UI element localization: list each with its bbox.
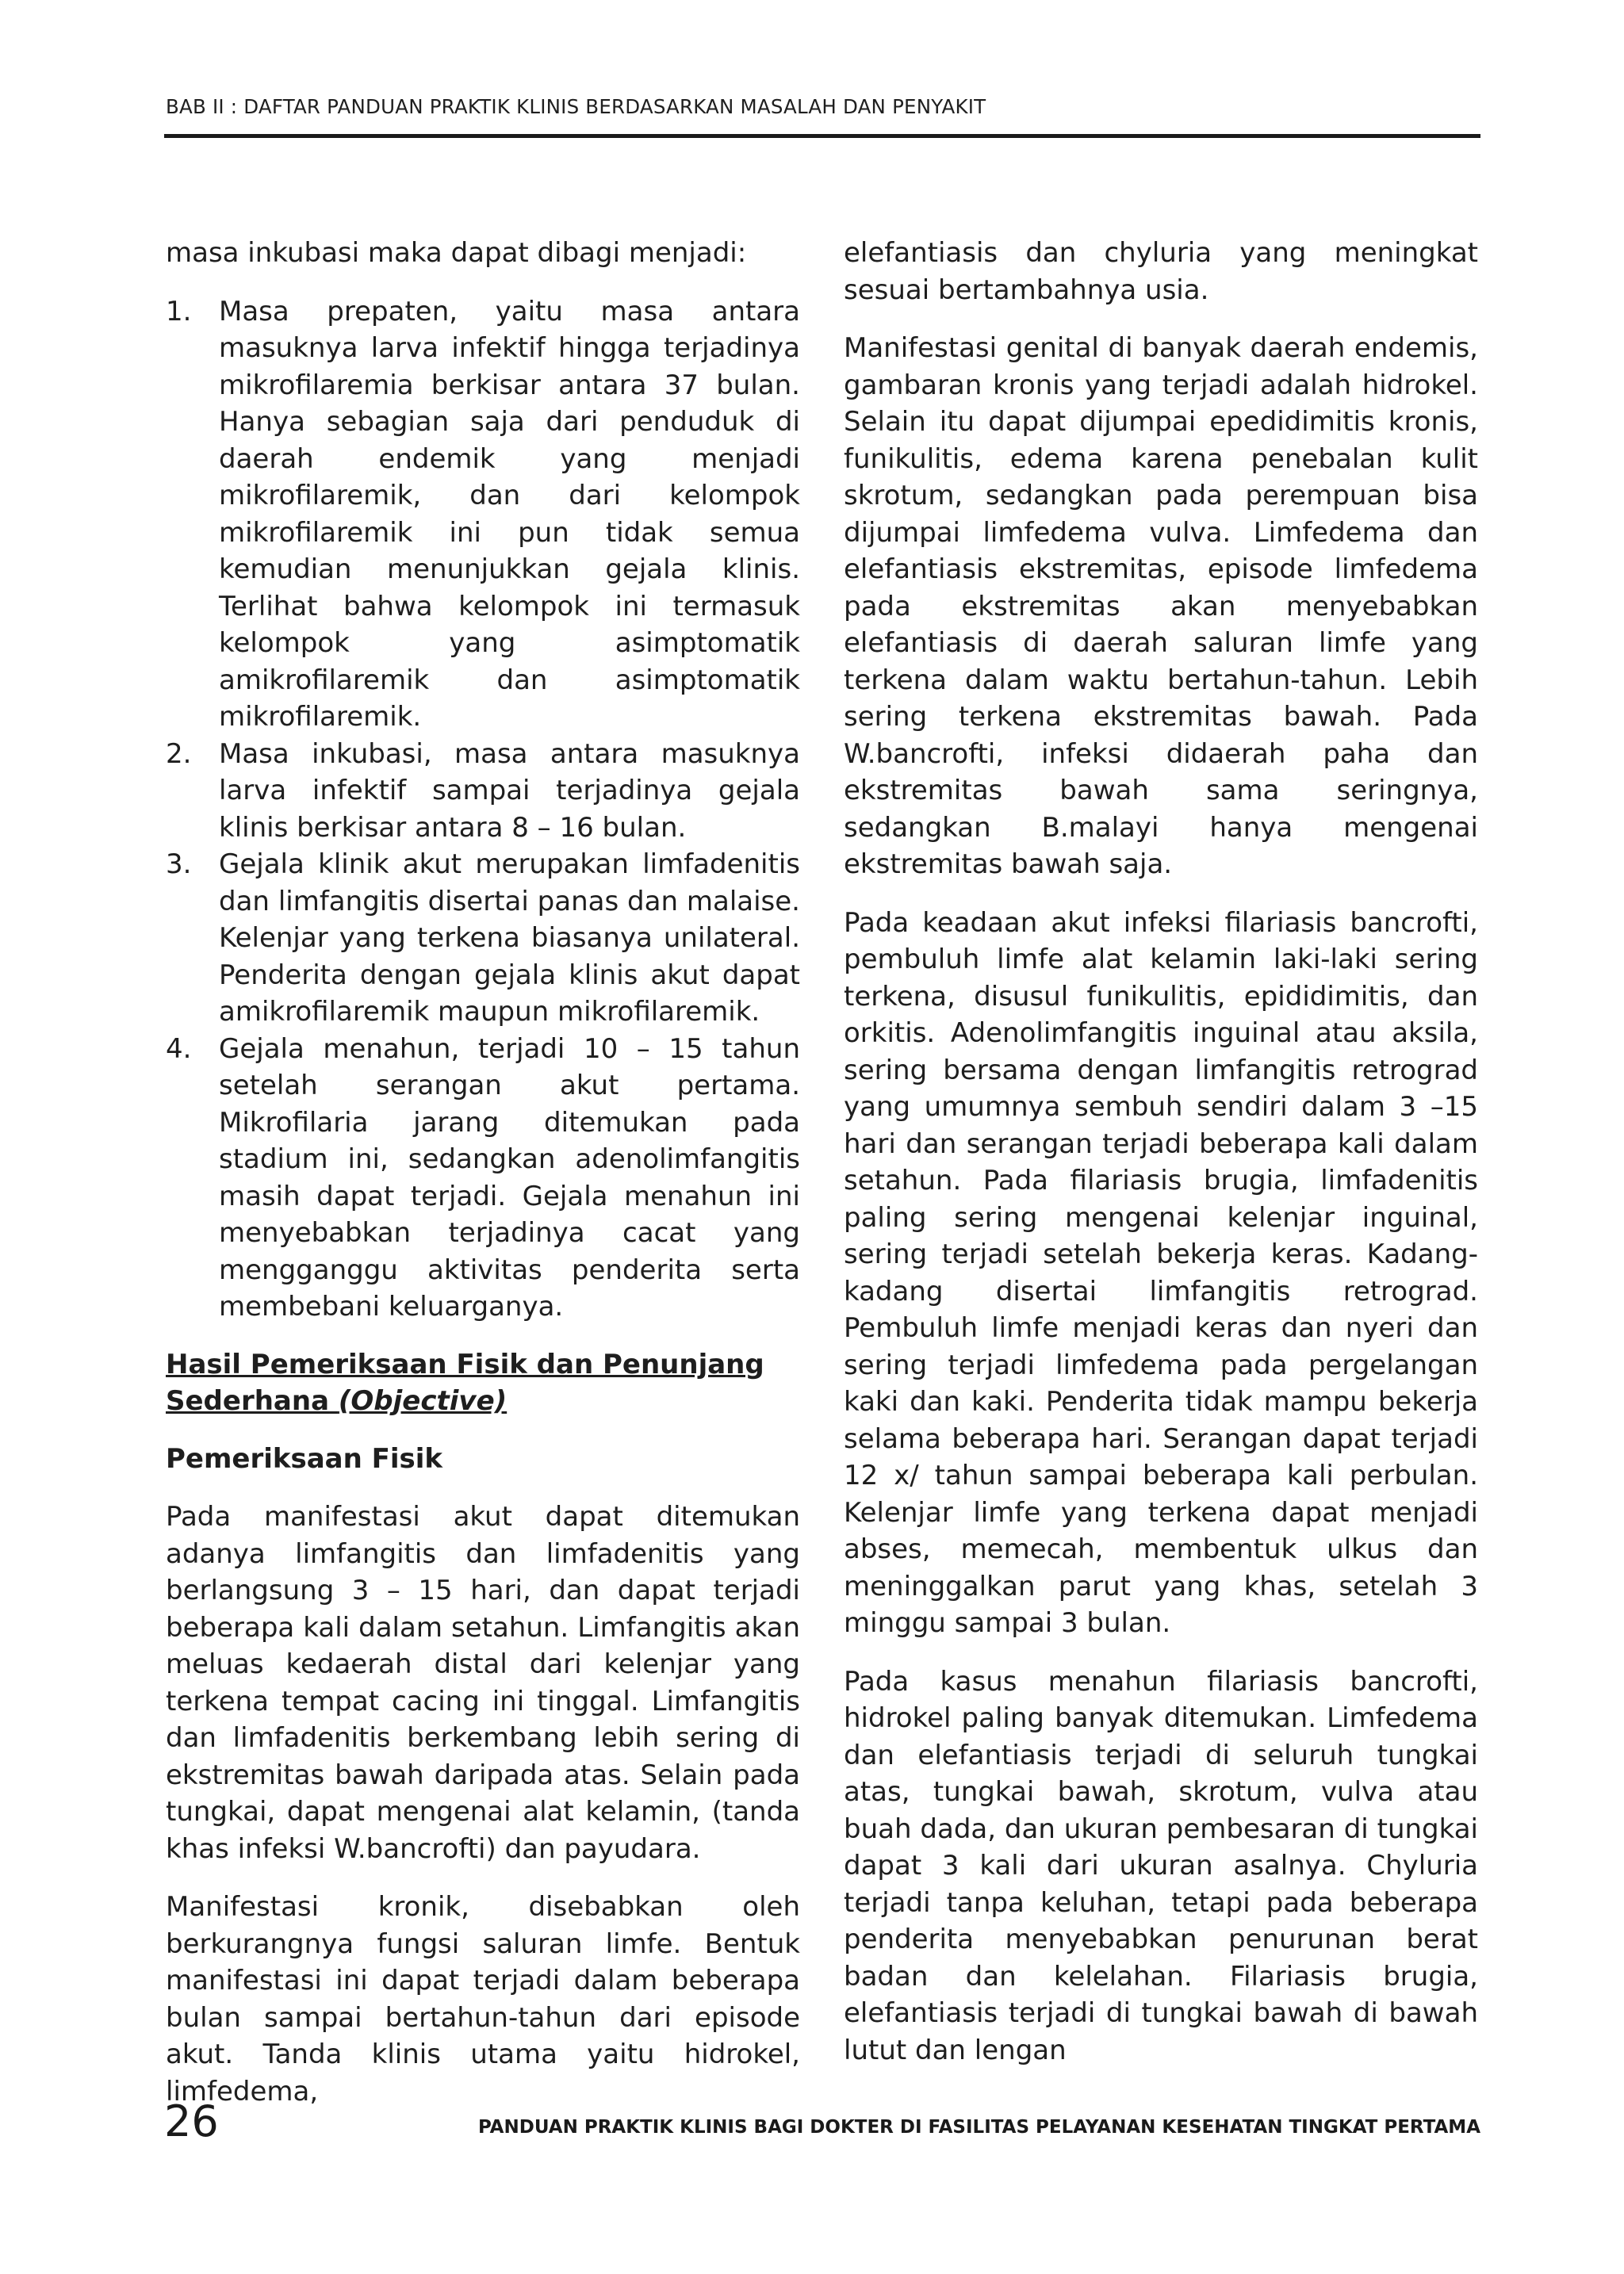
- section-heading: [166, 1346, 800, 1420]
- list-number: 1.: [166, 295, 192, 327]
- list-number: 3.: [166, 848, 192, 880]
- intro-text: masa inkubasi maka dapat dibagi menjadi:: [166, 237, 747, 269]
- list-number: 4.: [166, 1032, 192, 1065]
- phase-list: [166, 293, 800, 1326]
- paragraph: Pada manifestasi akut dapat ditemukan adanya limfangitis dan limfadenitis yang berlangsung 3 – 15 hari, dan dapat terjadi beberapa kali dalam setahun. Limfangitis akan meluas kedaerah distal dari kelenjar yang terkena tempat cacing ini tinggal. Limfangitis dan limfadenitis berkembang lebih sering di ekstremitas bawah daripada atas. Selain pada tungkai, dapat mengenai alat kelamin, (tanda khas infeksi W.bancrofti) dan payudara.: [166, 1501, 800, 1865]
- list-item: [166, 736, 800, 847]
- paragraph: Manifestasi genital di banyak daerah endemis, gambaran kronis yang terjadi adalah hidrokel. Selain itu dapat dijumpai epedidimitis kronis, funikulitis, edema karena penebalan kulit skrotum, sedangkan pada perempuan bisa dijumpai limfedema vulva. Limfedema dan elefantiasis ekstremitas, episode limfedema pada ekstremitas akan menyebabkan elefantiasis di daerah saluran limfe yang terkena dalam waktu bertahun-tahun. Lebih sering terkena ekstremitas bawah. Pada W.bancrofti, infeksi didaerah paha dan ekstremitas bawah sama seringnya, sedangkan B.malayi hanya mengenai ekstremitas bawah saja.: [844, 332, 1478, 880]
- list-text: Gejala klinik akut merupakan limfadenitis dan limfangitis disertai panas dan malaise. Kelenjar yang terkena biasanya unilateral. Penderita dengan gejala klinis akut dapat amikrofilaremik maupun mikrofilaremik.: [219, 848, 800, 1028]
- page-number: 26: [164, 2096, 219, 2146]
- section-heading-line1: Hasil Pemeriksaan Fisik dan Penunjang: [166, 1348, 764, 1380]
- paragraph: Pada kasus menahun filariasis bancrofti, hidrokel paling banyak ditemukan. Limfedema dan elefantiasis terjadi di seluruh tungkai atas, tungkai bawah, skrotum, vulva atau buah dada, dan ukuran pembesaran di tungkai dapat 3 kali dari ukuran asalnya. Chyluria terjadi tanpa keluhan, tetapi pada beberapa penderita menyebabkan penurunan berat badan dan kelelahan. Filariasis brugia, elefantiasis terjadi di tungkai bawah di bawah lutut dan lengan: [844, 1665, 1478, 2066]
- list-text: Masa inkubasi, masa antara masuknya larva infektif sampai terjadinya gejala klinis berkisar antara 8 – 16 bulan.: [219, 737, 800, 844]
- footer-title: PANDUAN PRAKTIK KLINIS BAGI DOKTER DI FASILITAS PELAYANAN KESEHATAN TINGKAT PERTAMA: [477, 2117, 1480, 2138]
- list-item: [166, 293, 800, 736]
- paragraph: Manifestasi kronik, disebabkan oleh berkurangnya fungsi saluran limfe. Bentuk manifestasi ini dapat terjadi dalam beberapa bulan sampai bertahun-tahun dari episode akut. Tanda klinis utama yaitu hidrokel, limfedema,: [166, 1891, 800, 2107]
- list-number: 2.: [166, 737, 192, 770]
- list-item: [166, 846, 800, 1031]
- subheading: Pemeriksaan Fisik: [166, 1442, 443, 1475]
- list-text: Masa prepaten, yaitu masa antara masuknya larva infektif hingga terjadinya mikrofilaremia berkisar antara 37 bulan. Hanya sebagian saja dari penduduk di daerah endemik yang menjadi mikrofilaremik, dan dari kelompok mikrofilaremik ini pun tidak semua kemudian menunjukkan gejala klinis. Terlihat bahwa kelompok ini termasuk kelompok yang asimptomatik amikrofilaremik dan asimptomatik mikrofilaremik.: [219, 295, 800, 733]
- paragraph: Pada keadaan akut infeksi filariasis bancrofti, pembuluh limfe alat kelamin laki-laki sering terkena, disusul funikulitis, epididimitis, dan orkitis. Adenolimfangitis inguinal atau aksila, sering bersama dengan limfangitis retrograd yang umumnya sembuh sendiri dalam 3 –15 hari dan serangan terjadi beberapa kali dalam setahun. Pada filariasis brugia, limfadenitis paling sering mengenai kelenjar inguinal, sering terjadi setelah bekerja keras. Kadang-kadang disertai limfangitis retrograd. Pembuluh limfe menjadi keras dan nyeri dan sering terjadi limfedema pada pergelangan kaki dan kaki. Penderita tidak mampu bekerja selama beberapa hari. Serangan dapat terjadi 12 x/ tahun sampai beberapa kali perbulan. Kelenjar limfe yang terkena dapat menjadi abses, memecah, membentuk ulkus dan meninggalkan parut yang khas, setelah 3 minggu sampai 3 bulan.: [844, 906, 1478, 1639]
- list-text: Gejala menahun, terjadi 10 – 15 tahun setelah serangan akut pertama. Mikrofilaria jarang ditemukan pada stadium ini, sedangkan adenolimfangitis masih dapat terjadi. Gejala menahun ini menyebabkan terjadinya cacat yang mengganggu aktivitas penderita serta membebani keluarganya.: [219, 1032, 800, 1323]
- list-item: [166, 1031, 800, 1326]
- running-header: BAB II : DAFTAR PANDUAN PRAKTIK KLINIS BERDASARKAN MASALAH DAN PENYAKIT: [166, 95, 986, 118]
- paragraph: elefantiasis dan chyluria yang meningkat sesuai bertambahnya usia.: [844, 237, 1478, 306]
- left-column: [166, 235, 800, 2131]
- header-rule: [164, 134, 1480, 138]
- section-heading-objective: (Objective): [338, 1385, 508, 1417]
- right-column: [844, 235, 1478, 2090]
- section-heading-line2: Sederhana: [166, 1385, 330, 1417]
